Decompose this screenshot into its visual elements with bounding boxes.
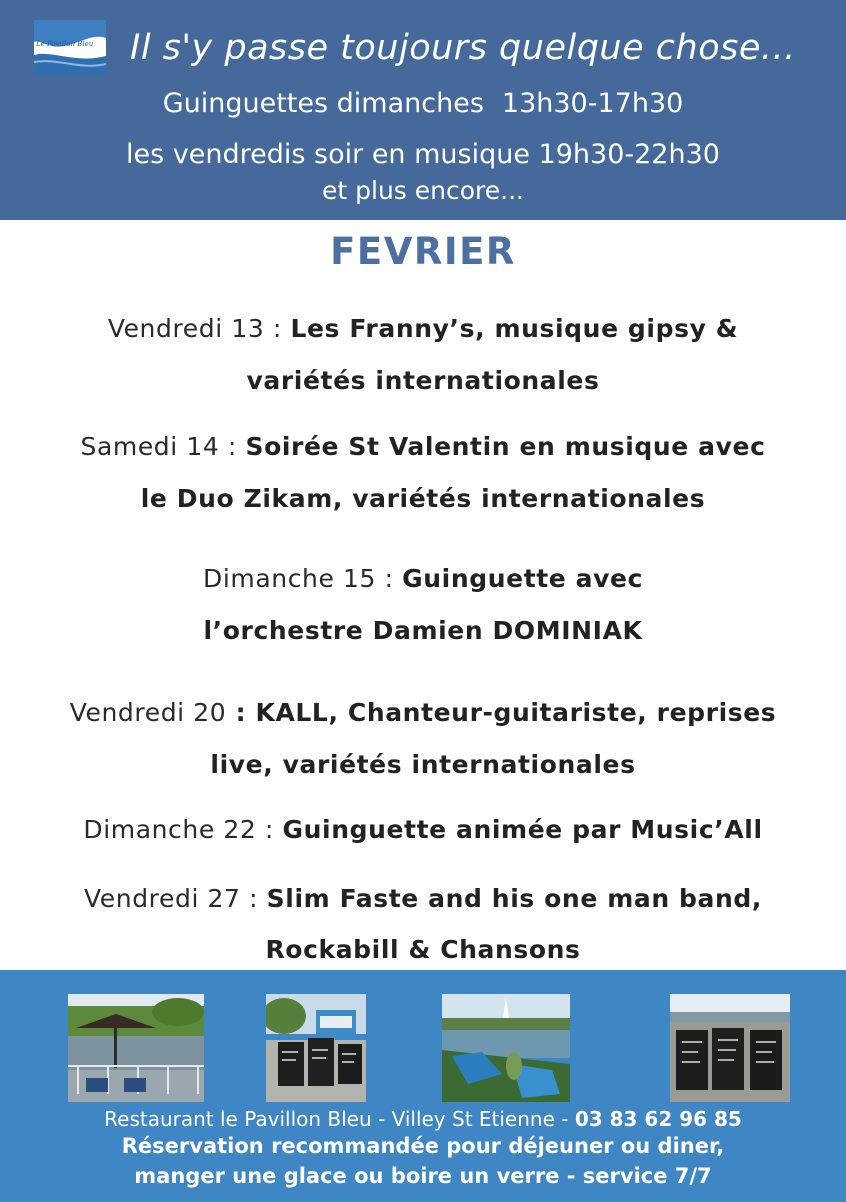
- event-6-line2: [0, 935, 846, 964]
- event-3-day: Dimanche 15 :: [202, 564, 403, 593]
- pavillon-bleu-logo: [34, 20, 106, 75]
- event-6-line1: [0, 884, 846, 913]
- event-3-line1: [0, 564, 846, 593]
- menu-boards-photo: [670, 994, 790, 1102]
- event-4-day: Vendredi 20: [69, 698, 227, 727]
- chalkboard-kiosk-photo: [266, 994, 366, 1102]
- restaurant-name: Restaurant le Pavillon Bleu - Villey St Etienne -: [104, 1107, 575, 1131]
- service-line: manger une glace ou boire un verre - service 7/7: [134, 1164, 712, 1188]
- friday-hours-line: les vendredis soir en musique 19h30-22h30: [126, 139, 720, 170]
- event-4-title-cont: live, variétés internationales: [210, 750, 636, 779]
- tagline: Il s'y passe toujours quelque chose...: [130, 28, 796, 68]
- phone-number[interactable]: 03 83 62 96 85: [574, 1107, 742, 1131]
- event-6-day: Vendredi 27 :: [84, 884, 267, 913]
- reservation-line: Réservation recommandée pour déjeuner ou diner,: [121, 1134, 725, 1158]
- event-6-title-cont: Rockabill & Chansons: [265, 935, 581, 964]
- event-5-line1: [0, 815, 846, 844]
- sunday-hours: 13h30-17h30: [501, 88, 684, 119]
- event-4-line1: [0, 698, 846, 727]
- event-4-line2: [0, 750, 846, 779]
- event-1-day: Vendredi 13 :: [107, 314, 291, 343]
- event-3-title-cont: l’orchestre Damien DOMINIAK: [203, 616, 643, 645]
- event-4-title: : KALL, Chanteur-guitariste, reprises: [226, 698, 777, 727]
- terrace-photo: [68, 994, 204, 1102]
- header-banner: [0, 0, 846, 220]
- event-2-line1: [0, 432, 846, 461]
- restaurant-contact-line: [0, 1107, 846, 1131]
- event-2-title: Soirée St Valentin en musique avec: [245, 432, 766, 461]
- sunday-label: Guinguettes dimanches: [162, 88, 484, 119]
- event-5-title: Guinguette animée par Music’All: [282, 815, 763, 844]
- event-6-title: Slim Faste and his one man band,: [266, 884, 762, 913]
- event-2-title-cont: le Duo Zikam, variétés internationales: [140, 484, 706, 513]
- event-3-line2: [0, 616, 846, 645]
- event-1-title: Les Franny’s, musique gipsy &: [290, 314, 739, 343]
- logo-text: Le Pavillon Bleu: [36, 40, 94, 48]
- event-1-line1: [0, 314, 846, 343]
- event-1-title-cont: variétés internationales: [246, 366, 600, 395]
- lake-fountain-photo: [442, 994, 570, 1102]
- event-5-day: Dimanche 22 :: [83, 815, 283, 844]
- sunday-hours-line: [0, 88, 846, 119]
- event-2-line2: [0, 484, 846, 513]
- event-2-day: Samedi 14 :: [80, 432, 246, 461]
- event-1-line2: [0, 366, 846, 395]
- more-line: et plus encore...: [322, 176, 524, 205]
- month-title: FEVRIER: [330, 230, 516, 273]
- event-3-title: Guinguette avec: [402, 564, 643, 593]
- footer-banner: [0, 970, 846, 1202]
